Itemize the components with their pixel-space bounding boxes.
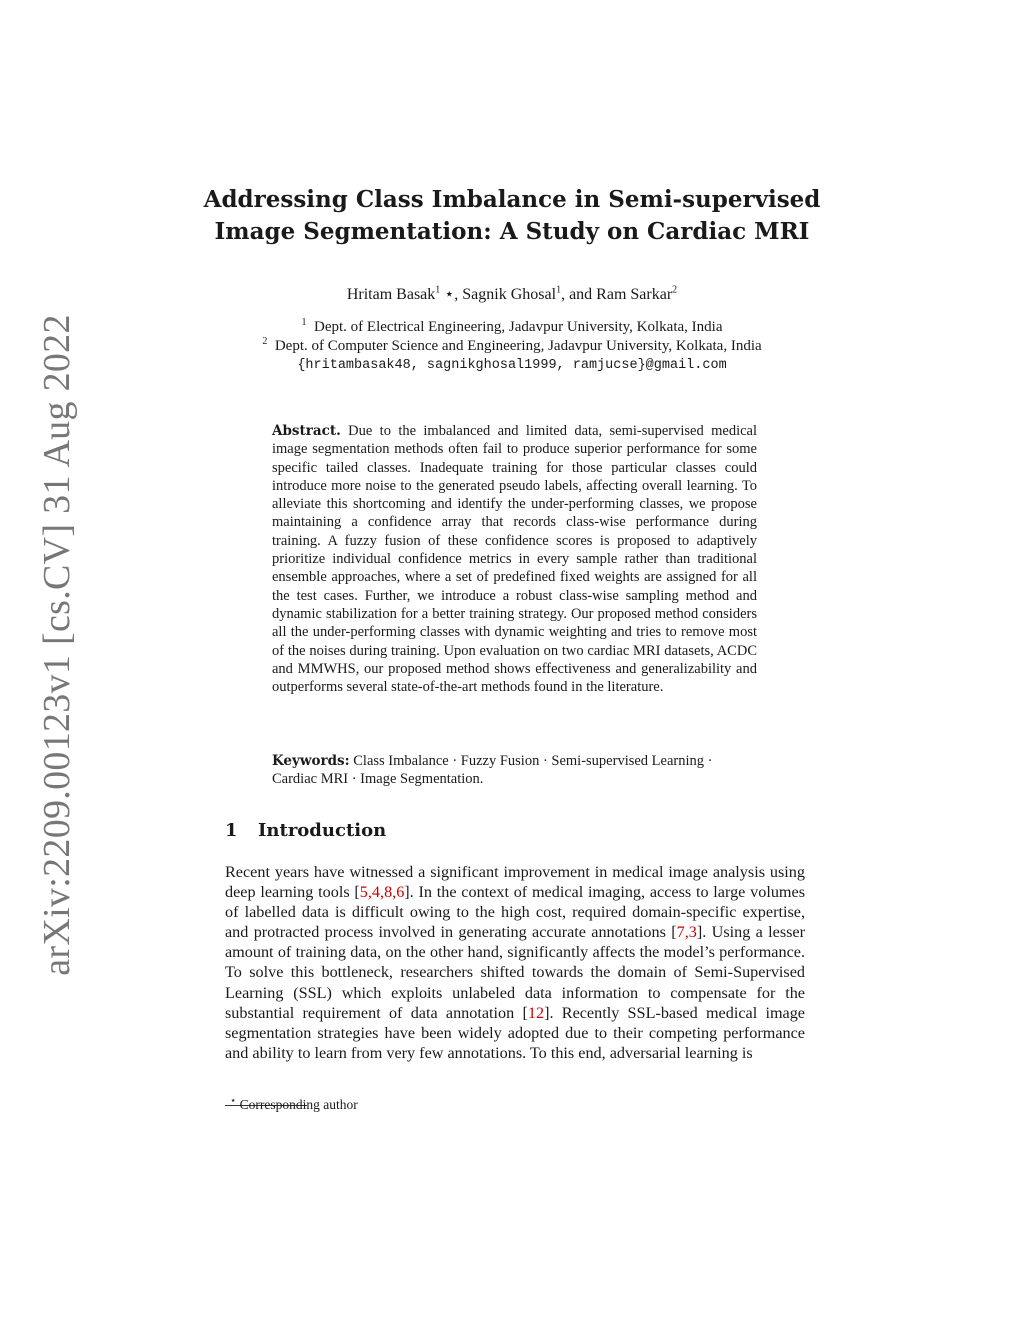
author-3-affil: 2 [672, 284, 678, 296]
citation-link[interactable]: 7,3 [676, 923, 697, 942]
author-list [0, 284, 1024, 304]
section-number: 1 [225, 820, 238, 841]
body-text-2: ]. In the context of medical imaging, access to large volumes of labelled data is difficult owing to the high cost, required domain-specific expertise, and protracted process involved in generating accurate annotations [ [225, 883, 805, 942]
affiliation-2-text: Dept. of Computer Science and Engineering, Jadavpur University, Kolkata, India [274, 338, 762, 354]
corresponding-star: ⋆ [440, 286, 455, 303]
body-text-3: ]. Using a lesser amount of training data, on the other hand, significantly affects the model’s performance. To solve this bottleneck, researchers shifted towards the domain of Semi-Supervised Learning (SSL) which exploits unlabeled data information to compensate for the substantial requirement of data annotation [ [225, 923, 805, 1022]
affiliation-2 [0, 337, 1024, 356]
author-emails: {hritambasak48, sagnikghosal1999, ramjucse}@gmail.com [297, 358, 727, 373]
footnote-text: Corresponding author [239, 1097, 358, 1112]
citation-link[interactable]: 12 [527, 1003, 545, 1022]
affiliation-1-text: Dept. of Electrical Engineering, Jadavpur University, Kolkata, India [314, 319, 723, 335]
arxiv-identifier: arXiv:2209.00123v1 [cs.CV] 31 Aug 2022 [36, 314, 79, 976]
affiliation-2-marker: 2 [262, 336, 268, 347]
author-3-name: , and Ram Sarkar [561, 286, 673, 303]
author-2-affil: 1 [556, 284, 562, 296]
affiliations [0, 318, 1024, 375]
author-2-name: , Sagnik Ghosal [454, 286, 557, 303]
footnote [230, 1097, 358, 1113]
body-text-4: ]. Recently SSL-based medical image segmentation strategies have been widely adopted due to their competing performance and ability to learn from very few annotations. To this end, adversarial learning is [225, 1003, 805, 1062]
author-1-name: Hritam Basak [346, 286, 436, 303]
paper-title [0, 184, 1024, 248]
abstract-label: Abstract. [272, 423, 341, 439]
keywords [272, 752, 757, 789]
affiliation-1-marker: 1 [301, 317, 307, 328]
keywords-label: Keywords: [272, 753, 350, 769]
arxiv-watermark [32, 314, 82, 976]
section-heading [225, 820, 386, 841]
section-title: Introduction [258, 820, 387, 841]
author-1-affil: 1 [435, 284, 441, 296]
title-line-1: Addressing Class Imbalance in Semi-supervised [203, 186, 821, 213]
citation-link[interactable]: 5,4,8,6 [359, 883, 405, 902]
introduction-paragraph [225, 862, 805, 1063]
footnote-marker: ⋆ [230, 1095, 237, 1107]
affiliation-1 [0, 318, 1024, 337]
abstract [272, 422, 757, 696]
body-text-1: Recent years have witnessed a significant improvement in medical image analysis using deep learning tools [ [225, 863, 805, 902]
abstract-text: Due to the imbalanced and limited data, semi-supervised medical image segmentation methods often fail to produce superior performance for some specific tailed classes. Inadequate training for those particular classes could introduce more noise to the generated pseudo labels, affecting overall learning. To alleviate this shortcoming and identify the under-performing classes, we propose maintaining a confidence array that records class-wise performance during training. A fuzzy fusion of these confidence scores is proposed to adaptively prioritize individual confidence metrics in every sample rather than traditional ensemble approaches, where a set of predefined fixed weights are assigned for all the test cases. Further, we introduce a robust class-wise sampling method and dynamic stabilization for a better training strategy. Our proposed method considers all the under-performing classes with dynamic weighting and tries to remove most of the noises during training. Upon evaluation on two cardiac MRI datasets, ACDC and MMWHS, our proposed method shows effectiveness and generalizability and outperforms several state-of-the-art methods found in the literature. [272, 423, 758, 696]
keywords-text: Class Imbalance · Fuzzy Fusion · Semi-supervised Learning · Cardiac MRI · Image Segmentation. [272, 753, 713, 788]
title-line-2: Image Segmentation: A Study on Cardiac MRI [214, 218, 810, 245]
